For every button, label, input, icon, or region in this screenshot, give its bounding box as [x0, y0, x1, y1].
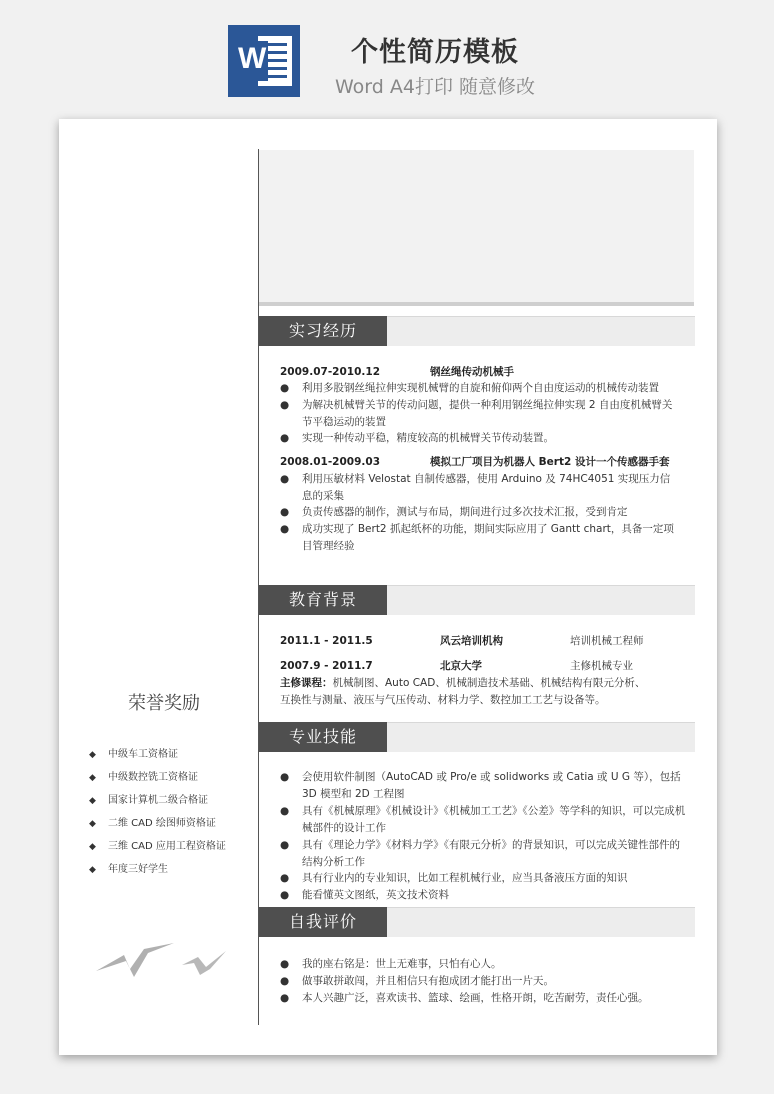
courses-line: 互换性与测量、液压与气压传动、材料力学、数控加工工艺与设备等。 [280, 694, 606, 706]
photo-placeholder [259, 150, 694, 302]
photo-divider [259, 302, 694, 306]
internship-date: 2009.07-2010.12 [280, 366, 381, 378]
education-date: 2011.1 - 2011.5 [280, 635, 373, 647]
page-subtitle: Word A4打印 随意修改 [334, 76, 535, 98]
list-item: ● 具有《理论力学》《材料力学》《有限元分析》的背景知识，可以完成关键性部件的结构分析工作 [280, 839, 680, 868]
honors-title: 荣誉奖励 [128, 693, 200, 714]
list-item: ● 具有行业内的专业知识，比如工程机械行业，应当具备液压方面的知识 [280, 872, 628, 884]
diamond-icon: ◆ [89, 865, 96, 875]
honor-item: ◆ 中级数控铣工资格证 [89, 772, 198, 783]
list-item: ● 成功实现了 Bert2 抓起纸杯的功能，期间实际应用了 Gantt chart，具备一定项目管理经验 [280, 523, 674, 552]
courses-line: 主修课程：机械制图、Auto CAD、机械制造技术基础、机械结构有限元分析、 [280, 677, 646, 689]
section-label: 自我评价 [259, 907, 387, 937]
education-school: 风云培训机构 [440, 635, 503, 647]
diamond-icon: ◆ [89, 819, 96, 829]
honor-item: ◆ 中级车工资格证 [89, 749, 178, 760]
section-label: 教育背景 [259, 585, 387, 615]
section-header-internship [259, 316, 695, 346]
list-item: ● 利用压敏材料 Velostat 自制传感器，使用 Arduino 及 74HC4051 实现压力信息的采集 [280, 473, 671, 502]
diamond-icon: ◆ [89, 773, 96, 783]
education-date: 2007.9 - 2011.7 [280, 660, 373, 672]
list-item: ● 利用多股钢丝绳拉伸实现机械臂的自旋和俯仰两个自由度运动的机械传动装置 [280, 382, 659, 394]
list-item: ● 为解决机械臂关节的传动问题，提供一种利用钢丝绳拉伸实现 2 自由度机械臂关节平稳运动的装置 [280, 399, 673, 428]
word-app-icon [228, 25, 300, 97]
diamond-icon: ◆ [89, 842, 96, 852]
list-item: ● 具有《机械原理》《机械设计》《机械加工工艺》《公差》等学科的知识，可以完成机械部件的设计工作 [280, 805, 686, 834]
education-major: 主修机械专业 [570, 660, 633, 672]
honor-item: ◆ 三维 CAD 应用工程资格证 [89, 841, 226, 852]
internship-title: 模拟工厂项目为机器人 Bert2 设计一个传感器手套 [430, 456, 670, 468]
list-item: ● 会使用软件制图（AutoCAD 或 Pro/e 或 solidworks 或 Catia 或 U G 等），包括 3D 模型和 2D 工程图 [280, 771, 681, 800]
honor-item: ◆ 国家计算机二级合格证 [89, 795, 208, 806]
section-label: 实习经历 [259, 316, 387, 346]
internship-date: 2008.01-2009.03 [280, 456, 381, 468]
honor-item: ◆ 年度三好学生 [89, 864, 168, 875]
section-label: 专业技能 [259, 722, 387, 752]
decorative-birds-icon [94, 939, 244, 983]
list-item: ● 我的座右铭是：世上无难事，只怕有心人。 [280, 958, 502, 970]
internship-title: 钢丝绳传动机械手 [430, 366, 514, 378]
education-school: 北京大学 [440, 660, 482, 672]
section-header-skills [259, 722, 695, 752]
resume-page [59, 119, 717, 1055]
education-major: 培训机械工程师 [570, 635, 644, 647]
page-title: 个性简历模板 [351, 37, 519, 68]
section-header-self-eval [259, 907, 695, 937]
list-item: ● 负责传感器的制作，测试与布局，期间进行过多次技术汇报，受到肯定 [280, 506, 628, 518]
list-item: ● 实现一种传动平稳，精度较高的机械臂关节传动装置。 [280, 432, 554, 444]
list-item: ● 做事敢拼敢闯，并且相信只有抱成团才能打出一片天。 [280, 975, 554, 987]
diamond-icon: ◆ [89, 750, 96, 760]
section-header-education [259, 585, 695, 615]
list-item: ● 能看懂英文图纸，英文技术资料 [280, 889, 449, 901]
diamond-icon: ◆ [89, 796, 96, 806]
word-icon-letter: W [238, 42, 267, 75]
list-item: ● 本人兴趣广泛，喜欢读书、篮球、绘画，性格开朗，吃苦耐劳，责任心强。 [280, 992, 649, 1004]
honor-item: ◆ 二维 CAD 绘图师资格证 [89, 818, 216, 829]
